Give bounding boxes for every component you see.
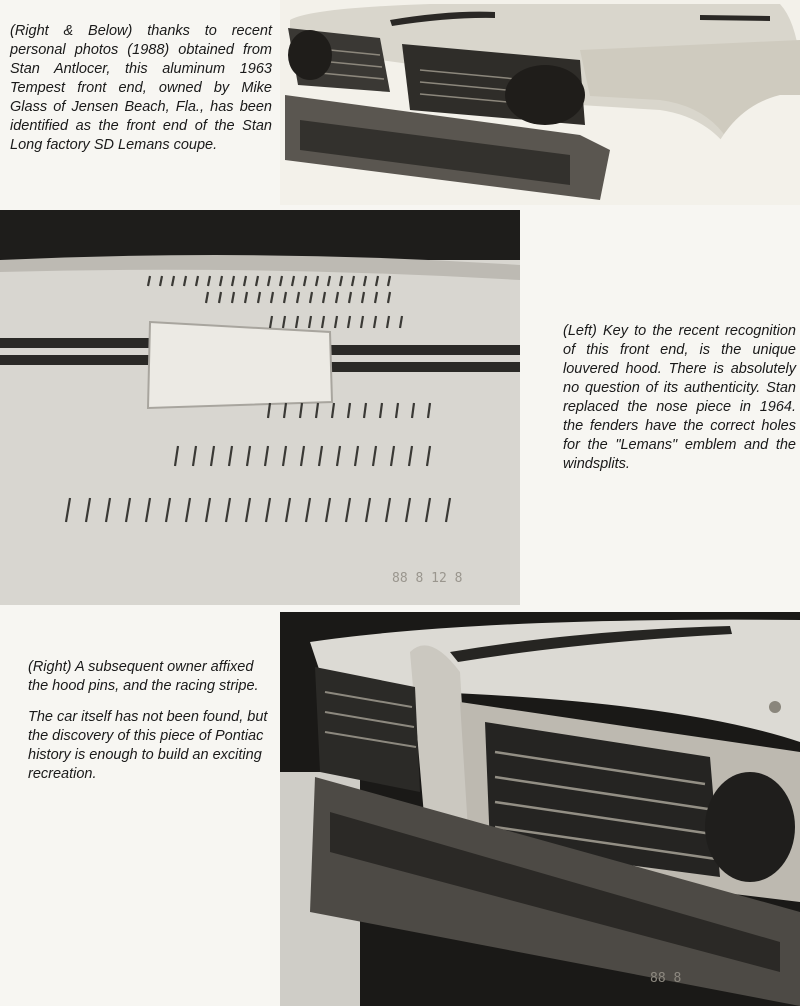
photo-front-end — [280, 0, 800, 205]
photo-grille-closeup — [280, 612, 800, 1006]
caption-bottom-2: The car itself has not been found, but the discovery of this piece of Pontiac history is enough to build an exciting recreation. — [28, 709, 268, 782]
caption-top: (Right & Below) thanks to recent personal photos (1988) obtained from Stan Antlocer, this aluminum 1963 Tempest front end, owned by Mike Glass of Jensen Beach, Fla., has been identified as the front end of the Stan Long factory SD Lemans coupe. — [10, 23, 272, 153]
grille-closeup-illustration — [280, 612, 800, 1006]
date-stamp-bottom: 88 8 — [650, 971, 682, 986]
louvered-hood-illustration — [0, 210, 520, 605]
caption-bottom-1: (Right) A subsequent owner affixed the hood pins, and the racing stripe. — [28, 659, 259, 694]
front-end-illustration — [280, 0, 800, 205]
date-stamp-middle: 88 8 12 8 — [392, 571, 463, 586]
caption-middle: (Left) Key to the recent recognition of this front end, is the unique louvered hood. There is absolutely no question of its authenticity. Stan replaced the nose piece in 1964. the fenders have the correct holes for the "Lemans" emblem and the windsplits. — [563, 323, 796, 472]
photo-louvered-hood — [0, 210, 520, 605]
